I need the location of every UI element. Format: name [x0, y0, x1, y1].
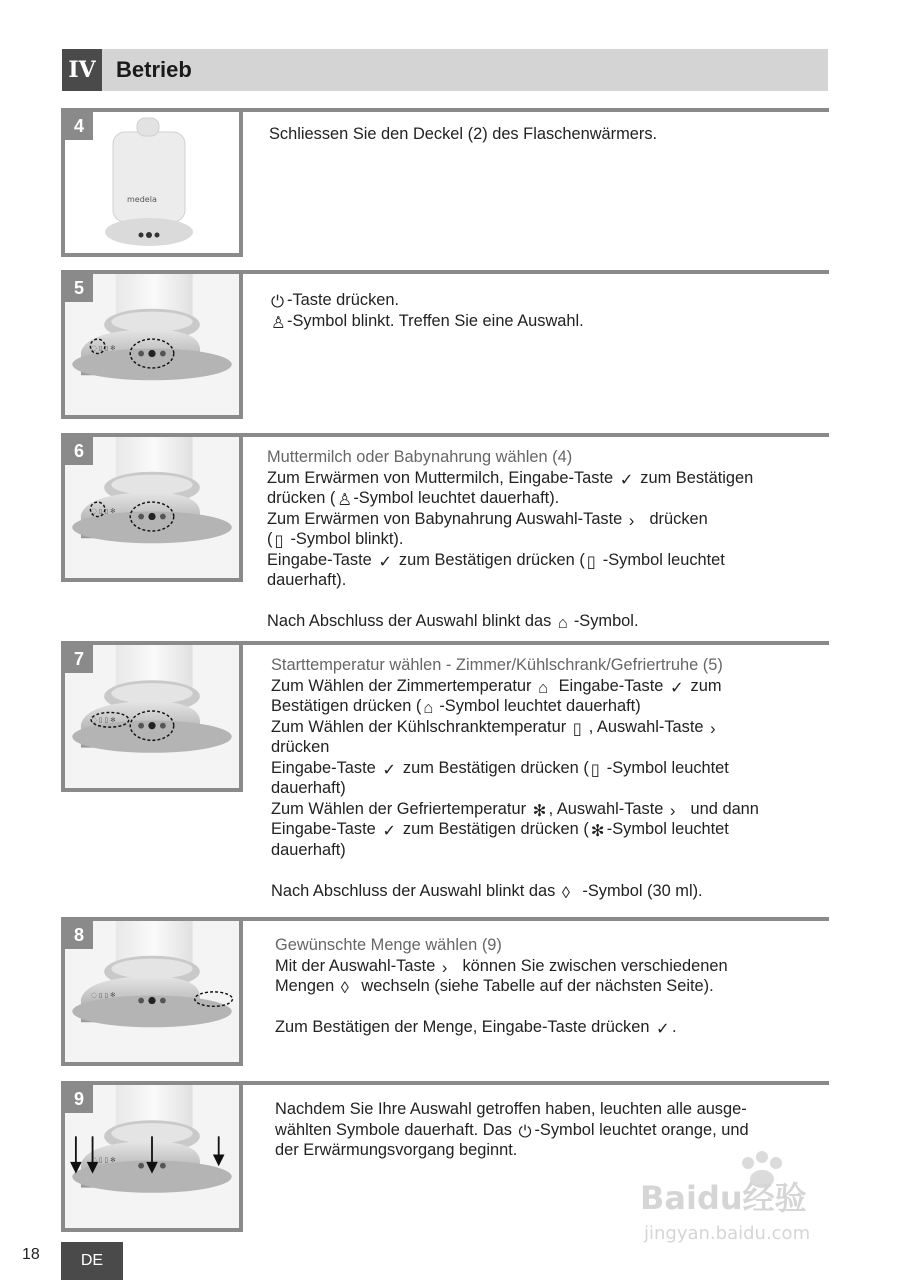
confirm-icon: ✓ — [382, 822, 397, 840]
step-7 — [61, 641, 829, 902]
section-header — [62, 49, 828, 91]
step-4-image — [61, 112, 243, 257]
select-icon: › — [710, 719, 716, 738]
room-icon: ⌂ — [538, 678, 548, 697]
step-number: 4 — [65, 112, 93, 140]
step-number: 8 — [65, 921, 93, 949]
step-5-image — [61, 274, 243, 419]
step-6-subtitle: Muttermilch oder Babynahrung wählen (4) — [267, 448, 573, 466]
step-4-text — [269, 124, 657, 145]
confirm-icon: ✓ — [669, 678, 684, 697]
confirm-icon: ✓ — [382, 760, 397, 779]
freezer-icon: ✻ — [590, 822, 605, 840]
step-6-image — [61, 437, 243, 582]
jar-icon: ▯ — [274, 532, 284, 550]
fridge-icon: ▯ — [572, 719, 582, 738]
step-7-subtitle: Starttemperatur wählen - Zimmer/Kühlschrank/Gefriertruhe (5) — [271, 656, 723, 674]
room-icon: ⌂ — [557, 614, 568, 632]
watermark-brand: Baidu经验 — [640, 1179, 807, 1217]
baidu-watermark — [640, 1145, 855, 1245]
bottle-icon: ♙ — [271, 313, 286, 332]
step-number: 7 — [65, 645, 93, 673]
confirm-icon: ✓ — [619, 470, 634, 489]
step-8-image — [61, 921, 243, 1066]
freezer-icon: ✻ — [532, 801, 547, 820]
step-8-text: Gewünschte Menge wählen (9) Mit der Auswahl-Taste › können Sie zwischen verschiedenen Mengen ◊ wechseln (siehe Tabelle auf der nächsten Seite). Zum Bestätigen der Menge, Eingabe-Taste drücken ✓ . — [275, 935, 825, 1038]
room-icon: ⌂ — [423, 699, 434, 717]
fridge-icon: ▯ — [590, 760, 600, 779]
page-number: 18 — [22, 1246, 40, 1263]
paw-icon — [742, 1157, 754, 1169]
step-6-text: Muttermilch oder Babynahrung wählen (4) Zum Erwärmen von Muttermilch, Eingabe-Taste ✓ zum Bestätigen drücken ( ♙-Symbol leuchtet dauerhaft). Zum Erwärmen von Babynahrung Auswahl-Taste › drücken ( ▯ -Symbol blinkt). Eingabe-Taste ✓ zum Bestätigen drücken ( ▯ -Symbol leuchtet dauerhaft). Nach Abschluss der Auswahl blinkt das ⌂ -Symbol. — [267, 447, 827, 632]
watermark-url: jingyan.baidu.com — [644, 1223, 811, 1244]
power-icon: ⏻ — [518, 1122, 532, 1141]
step-number: 6 — [65, 437, 93, 465]
step-4-line: Schliessen Sie den Deckel (2) des Flaschenwärmers. — [269, 125, 658, 143]
bottle-icon: ♙ — [337, 491, 353, 509]
step-5 — [61, 270, 829, 419]
step-8 — [61, 917, 829, 1066]
step-5-text: ⏻ -Taste drücken. ♙-Symbol blinkt. Treffen Sie eine Auswahl. — [271, 291, 584, 332]
step-7-text: Starttemperatur wählen - Zimmer/Kühlschrank/Gefriertruhe (5) Zum Wählen der Zimmertemperatur ⌂ Eingabe-Taste ✓ zum Bestätigen drücken ( ⌂ -Symbol leuchtet dauerhaft) Zum Wählen der Kühlschranktemperatur ▯ , Auswahl-Taste › drücken Eingabe-Taste ✓ zum Bestätigen drücken ( ▯ -Symbol leuchtet dauerhaft) Zum Wählen der Gefriertemperatur ✻ , Auswahl-Taste › und dann Eingabe-Taste ✓ zum Bestätigen drücken ( ✻ -Symbol leuchtet dauerhaft) Nach Abschluss der Auswahl blinkt das ◊ -Symbol (30 ml). — [271, 655, 826, 901]
select-icon: › — [669, 801, 676, 820]
step-number: 9 — [65, 1085, 93, 1113]
section-number: IV — [62, 49, 102, 91]
section-title: Betrieb — [116, 57, 192, 82]
select-icon: › — [628, 511, 635, 530]
drop-icon: ◊ — [561, 883, 570, 902]
confirm-icon: ✓ — [378, 552, 393, 571]
step-8-subtitle: Gewünschte Menge wählen (9) — [275, 936, 502, 954]
step-9-image — [61, 1085, 243, 1232]
step-7-image — [61, 645, 243, 792]
step-number: 5 — [65, 274, 93, 302]
jar-icon: ▯ — [586, 552, 596, 571]
step-9-text: Nachdem Sie Ihre Auswahl getroffen haben, leuchten alle ausge- wählten Symbole dauerhaft. Das ⏻ -Symbol leuchtet orange, und der Erwärmungsvorgang beginnt. — [275, 1100, 749, 1159]
language-tab: DE — [61, 1242, 123, 1280]
step-6 — [61, 433, 829, 632]
confirm-icon: ✓ — [656, 1020, 670, 1038]
step-4 — [61, 108, 829, 257]
select-icon: › — [441, 958, 448, 977]
product-label: medela — [127, 195, 157, 204]
power-icon: ⏻ — [271, 293, 284, 311]
drop-icon: ◊ — [340, 979, 349, 997]
